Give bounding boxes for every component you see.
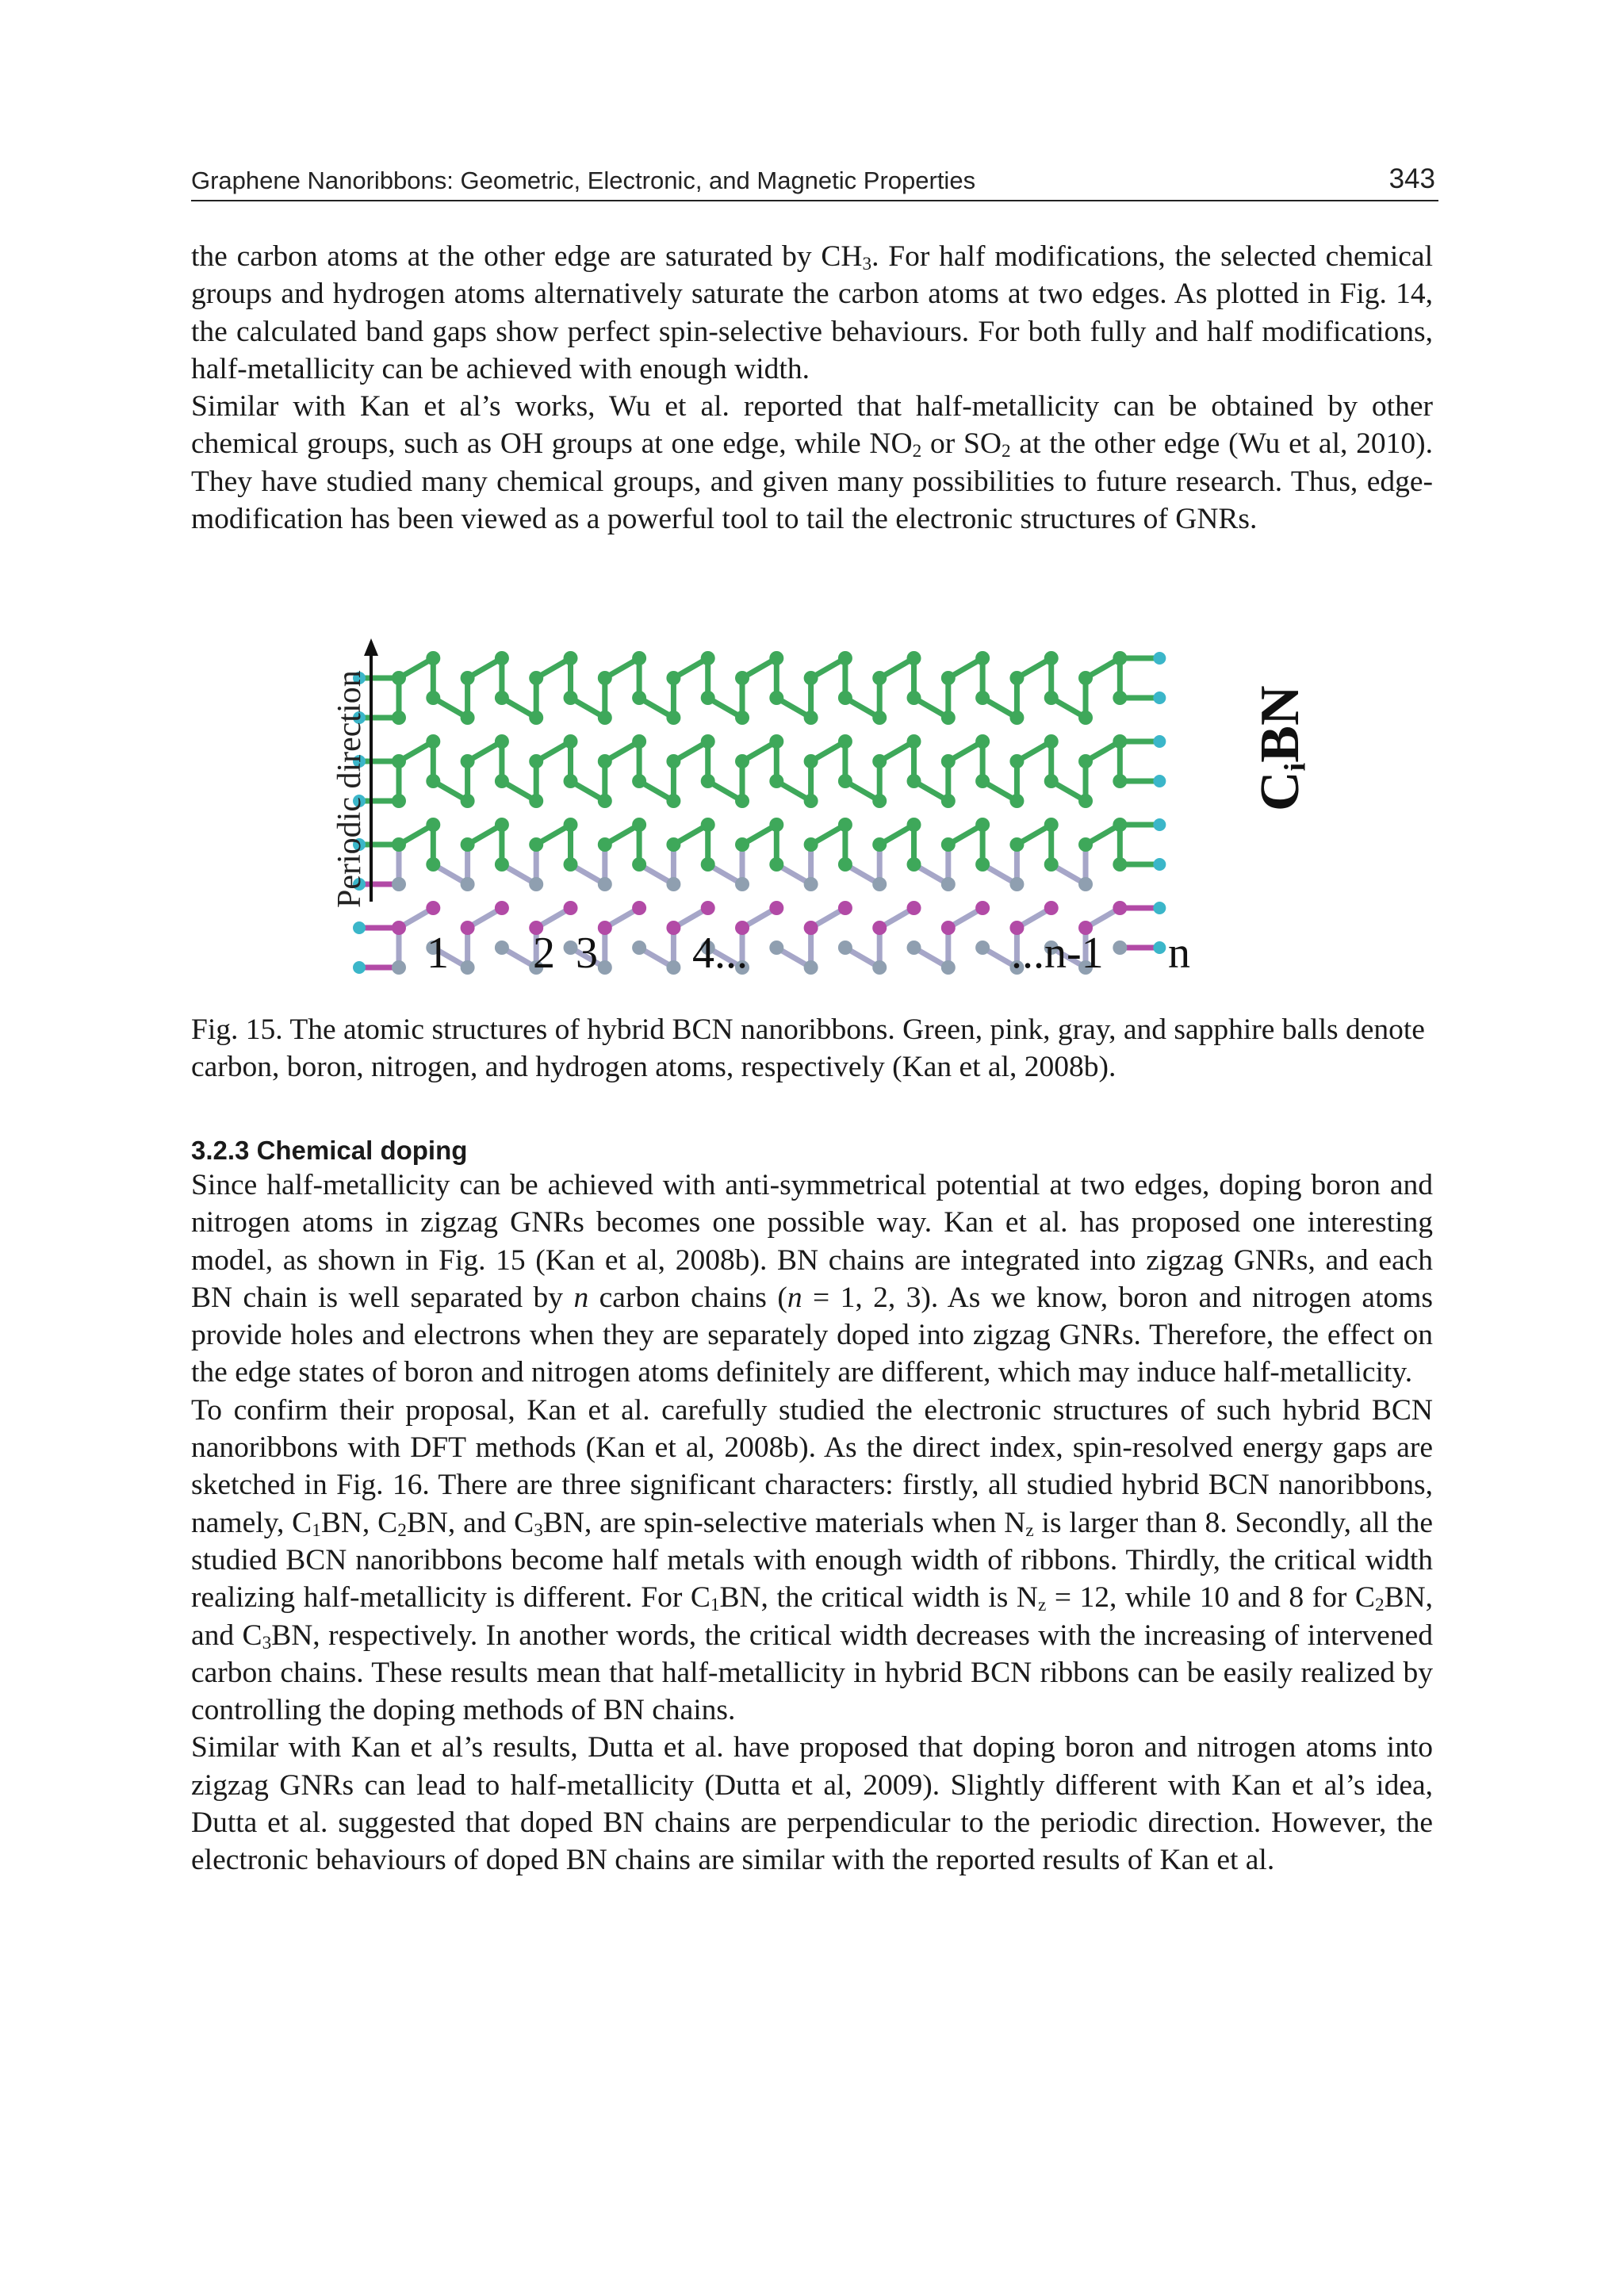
atom-67 <box>769 774 783 788</box>
atom-161 <box>872 960 887 975</box>
atom-159 <box>838 941 852 955</box>
atom-106 <box>701 818 715 832</box>
index-label-3: 3 <box>576 929 598 978</box>
atom-166 <box>975 901 990 915</box>
atom-73 <box>872 794 887 808</box>
atom-84 <box>1078 754 1093 768</box>
hydrogen-10 <box>1153 818 1166 831</box>
atom-30 <box>907 651 921 665</box>
atom-69 <box>804 794 818 808</box>
atom-27 <box>838 691 852 705</box>
atom-63 <box>701 774 715 788</box>
atom-134 <box>426 901 440 915</box>
paragraph-dutta-et-al: Similar with Kan et al’s results, Dutta et al. have proposed that doping boron and nitrogen atoms into zigzag GNRs can lead to half-metallicity (Dutta et al, 2009). Slightly different with Kan et al’s idea, Dutta et al. suggested that doped BN chains are perpendicular to the periodic direction. However, the electronic behaviours of doped BN chains are similar with the reported results of Kan et al. <box>191 1731 1433 1877</box>
atom-8 <box>529 671 543 685</box>
section-heading-chemical-doping: 3.2.3 Chemical doping <box>191 1136 468 1165</box>
atom-146 <box>632 901 646 915</box>
atom-150 <box>701 901 715 915</box>
page-number: 343 <box>1388 163 1435 194</box>
atom-107 <box>701 857 715 872</box>
atom-14 <box>632 651 646 665</box>
atom-103 <box>632 857 646 872</box>
atom-11 <box>564 691 578 705</box>
atom-162 <box>907 901 921 915</box>
atom-128 <box>1078 837 1093 852</box>
atom-7 <box>495 691 509 705</box>
hydrogen-2 <box>1153 652 1166 665</box>
atom-50 <box>495 734 509 749</box>
atom-74 <box>907 734 921 749</box>
hydrogen-13 <box>353 961 366 974</box>
atom-21 <box>735 711 749 725</box>
atom-19 <box>701 691 715 705</box>
atom-131 <box>1113 857 1127 872</box>
atom-2 <box>426 651 440 665</box>
atom-104 <box>666 837 680 852</box>
atom-6 <box>495 651 509 665</box>
atom-127 <box>1044 857 1059 872</box>
atom-105 <box>666 877 680 891</box>
atom-82 <box>1044 734 1059 749</box>
atom-98 <box>564 818 578 832</box>
running-header <box>191 159 1438 201</box>
atom-40 <box>1078 671 1093 685</box>
atom-97 <box>529 877 543 891</box>
index-label-2: 2 <box>533 929 555 978</box>
atom-42 <box>1113 651 1127 665</box>
atom-48 <box>461 754 475 768</box>
atom-38 <box>1044 651 1059 665</box>
atom-56 <box>598 754 612 768</box>
atom-43 <box>1113 691 1127 705</box>
atom-39 <box>1044 691 1059 705</box>
atom-174 <box>1113 901 1127 915</box>
atom-138 <box>495 901 509 915</box>
atom-164 <box>941 921 956 935</box>
atom-79 <box>975 774 990 788</box>
paragraph-edge-modification: the carbon atoms at the other edge are saturated by $CH_3$. For half modifications, the selected chemical groups and hydrogen atoms alternatively saturate the carbon atoms at two edges. As plotted in Fig. 14, the calculated band gaps show perfect spin-selective behaviours. For both fully and half modifications, half-metallicity can be achieved with enough width. <box>191 240 1433 385</box>
atom-110 <box>769 818 783 832</box>
atom-68 <box>804 754 818 768</box>
atom-95 <box>495 857 509 872</box>
atom-118 <box>907 818 921 832</box>
atomic-lattice <box>313 607 1304 987</box>
atom-113 <box>804 877 818 891</box>
atom-129 <box>1078 877 1093 891</box>
atom-26 <box>838 651 852 665</box>
atom-126 <box>1044 818 1059 832</box>
atom-49 <box>461 794 475 808</box>
atom-13 <box>598 711 612 725</box>
atom-100 <box>598 837 612 852</box>
paragraph-wu-et-al: Similar with Kan et al’s works, Wu et al. reported that half-metallicity can be obtained by other chemical groups, such as OH groups at one edge, while $NO_2$ or $SO_2$ at the other edge (Wu et al, 2010). They have studied many chemical groups, and given many possibilities to future research. Thus, edge-modification has been viewed as a powerful tool to tail the electronic structures of GNRs. <box>191 390 1433 536</box>
atom-158 <box>838 901 852 915</box>
atom-34 <box>975 651 990 665</box>
atom-66 <box>769 734 783 749</box>
atom-32 <box>941 671 956 685</box>
atom-57 <box>598 794 612 808</box>
figure-15-bcn-ribbon <box>313 607 1312 987</box>
atom-41 <box>1078 711 1093 725</box>
index-label-n-1: ...n-1 <box>1011 929 1104 978</box>
atom-83 <box>1044 774 1059 788</box>
atom-108 <box>735 837 749 852</box>
ci-bn-label: $C_iBN$ <box>1250 685 1312 811</box>
atom-94 <box>495 818 509 832</box>
atom-62 <box>701 734 715 749</box>
atom-25 <box>804 711 818 725</box>
atom-124 <box>1009 837 1024 852</box>
atom-46 <box>426 734 440 749</box>
intro-text <box>191 238 1433 538</box>
atom-28 <box>872 671 887 685</box>
index-label-1: 1 <box>427 929 449 978</box>
atom-120 <box>941 837 956 852</box>
atom-18 <box>701 651 715 665</box>
atom-4 <box>461 671 475 685</box>
hydrogen-6 <box>1153 735 1166 748</box>
atom-112 <box>804 837 818 852</box>
atom-147 <box>632 941 646 955</box>
atom-87 <box>1113 774 1127 788</box>
hydrogen-14 <box>1153 902 1166 914</box>
atom-72 <box>872 754 887 768</box>
atom-96 <box>529 837 543 852</box>
atom-45 <box>392 794 406 808</box>
atom-17 <box>666 711 680 725</box>
atom-71 <box>838 774 852 788</box>
atom-31 <box>907 691 921 705</box>
atom-145 <box>598 960 612 975</box>
atom-75 <box>907 774 921 788</box>
atom-149 <box>666 960 680 975</box>
atom-12 <box>598 671 612 685</box>
running-title: Graphene Nanoribbons: Geometric, Electronic, and Magnetic Properties <box>191 167 976 194</box>
hydrogen-3 <box>1153 692 1166 704</box>
atom-35 <box>975 691 990 705</box>
atom-89 <box>392 877 406 891</box>
atom-3 <box>426 691 440 705</box>
atom-160 <box>872 921 887 935</box>
hydrogen-7 <box>1153 775 1166 787</box>
atom-47 <box>426 774 440 788</box>
paragraph-doping-model: Since half-metallicity can be achieved with anti-symmetrical potential at two edges, doping boron and nitrogen atoms in zigzag GNRs becomes one possible way. Kan et al. has proposed one interesting model, as shown in Fig. 15 (Kan et al, 2008b). BN chains are integrated into zigzag GNRs, and each BN chain is well separated by n carbon chains (n = 1, 2, 3). As we know, boron and nitrogen atoms provide holes and electrons when they are separately doped into zigzag GNRs. Therefore, the effect on the edge states of boron and nitrogen atoms definitely are different, which may induce half-metallicity. <box>191 1169 1434 1389</box>
atom-116 <box>872 837 887 852</box>
atom-121 <box>941 877 956 891</box>
periodic-direction-label: Periodic direction <box>331 670 368 908</box>
atom-139 <box>495 941 509 955</box>
index-label-n: n <box>1168 929 1190 978</box>
atom-114 <box>838 818 852 832</box>
periodic-direction-arrow-head <box>364 638 378 656</box>
atom-0 <box>392 671 406 685</box>
atom-101 <box>598 877 612 891</box>
atom-163 <box>907 941 921 955</box>
atom-125 <box>1009 877 1024 891</box>
hydrogen-12 <box>353 921 366 934</box>
atom-24 <box>804 671 818 685</box>
atom-76 <box>941 754 956 768</box>
atom-80 <box>1009 754 1024 768</box>
atom-130 <box>1113 818 1127 832</box>
atom-23 <box>769 691 783 705</box>
atom-91 <box>426 857 440 872</box>
atom-133 <box>392 960 406 975</box>
atom-54 <box>564 734 578 749</box>
atom-132 <box>392 921 406 935</box>
index-label-4: 4... <box>692 929 748 978</box>
atom-115 <box>838 857 852 872</box>
atom-170 <box>1044 901 1059 915</box>
atom-15 <box>632 691 646 705</box>
atom-1 <box>392 711 406 725</box>
atom-52 <box>529 754 543 768</box>
atom-88 <box>392 837 406 852</box>
hydrogen-15 <box>1153 941 1166 954</box>
atom-156 <box>804 921 818 935</box>
atom-167 <box>975 941 990 955</box>
atom-119 <box>907 857 921 872</box>
atom-16 <box>666 671 680 685</box>
atom-70 <box>838 734 852 749</box>
atom-9 <box>529 711 543 725</box>
atom-93 <box>461 877 475 891</box>
atom-165 <box>941 960 956 975</box>
atom-122 <box>975 818 990 832</box>
atom-154 <box>769 901 783 915</box>
atom-77 <box>941 794 956 808</box>
atom-102 <box>632 818 646 832</box>
atom-117 <box>872 877 887 891</box>
atom-20 <box>735 671 749 685</box>
hydrogen-11 <box>1153 858 1166 871</box>
atom-81 <box>1009 794 1024 808</box>
atom-33 <box>941 711 956 725</box>
atom-29 <box>872 711 887 725</box>
atom-36 <box>1009 671 1024 685</box>
atom-44 <box>392 754 406 768</box>
atom-144 <box>598 921 612 935</box>
figure-15-caption: Fig. 15. The atomic structures of hybrid BCN nanoribbons. Green, pink, gray, and sapphire balls denote carbon, boron, nitrogen, and hydrogen atoms, respectively (Kan et al, 2008b). <box>191 1013 1425 1084</box>
atom-61 <box>666 794 680 808</box>
atom-92 <box>461 837 475 852</box>
atom-37 <box>1009 711 1024 725</box>
atom-123 <box>975 857 990 872</box>
section-text <box>191 1167 1433 1879</box>
atom-60 <box>666 754 680 768</box>
atom-53 <box>529 794 543 808</box>
atom-111 <box>769 857 783 872</box>
atom-64 <box>735 754 749 768</box>
atom-90 <box>426 818 440 832</box>
atom-59 <box>632 774 646 788</box>
atom-65 <box>735 794 749 808</box>
atom-109 <box>735 877 749 891</box>
atom-78 <box>975 734 990 749</box>
atom-5 <box>461 711 475 725</box>
atom-148 <box>666 921 680 935</box>
atom-136 <box>461 921 475 935</box>
atom-137 <box>461 960 475 975</box>
atom-55 <box>564 774 578 788</box>
atom-58 <box>632 734 646 749</box>
atom-155 <box>769 941 783 955</box>
atom-10 <box>564 651 578 665</box>
atom-86 <box>1113 734 1127 749</box>
atom-142 <box>564 901 578 915</box>
atom-51 <box>495 774 509 788</box>
atom-85 <box>1078 794 1093 808</box>
atom-99 <box>564 857 578 872</box>
paragraph-dft-results: To confirm their proposal, Kan et al. carefully studied the electronic structures of such hybrid BCN nanoribbons with DFT methods (Kan et al, 2008b). As the direct index, spin-resolved energy gaps are sketched in Fig. 16. There are three significant characters: firstly, all studied hybrid BCN nanoribbons, namely, $C_1BN$, $C_2BN$, and $C_3BN$, are spin-selective materials when $N_z$ is larger than 8. Secondly, all the studied BCN nanoribbons become half metals with enough width of ribbons. Thirdly, the critical width realizing half-metallicity is different. For $C_1BN$, the critical width is $N_z = 12$, while 10 and 8 for $C_2BN$, and $C_3BN$, respectively. In another words, the critical width decreases with the increasing of intervened carbon chains. These results mean that half-metallicity in hybrid BCN ribbons can be easily realized by controlling the doping methods of BN chains. <box>191 1393 1434 1727</box>
atom-157 <box>804 960 818 975</box>
atom-22 <box>769 651 783 665</box>
atom-175 <box>1113 941 1127 955</box>
